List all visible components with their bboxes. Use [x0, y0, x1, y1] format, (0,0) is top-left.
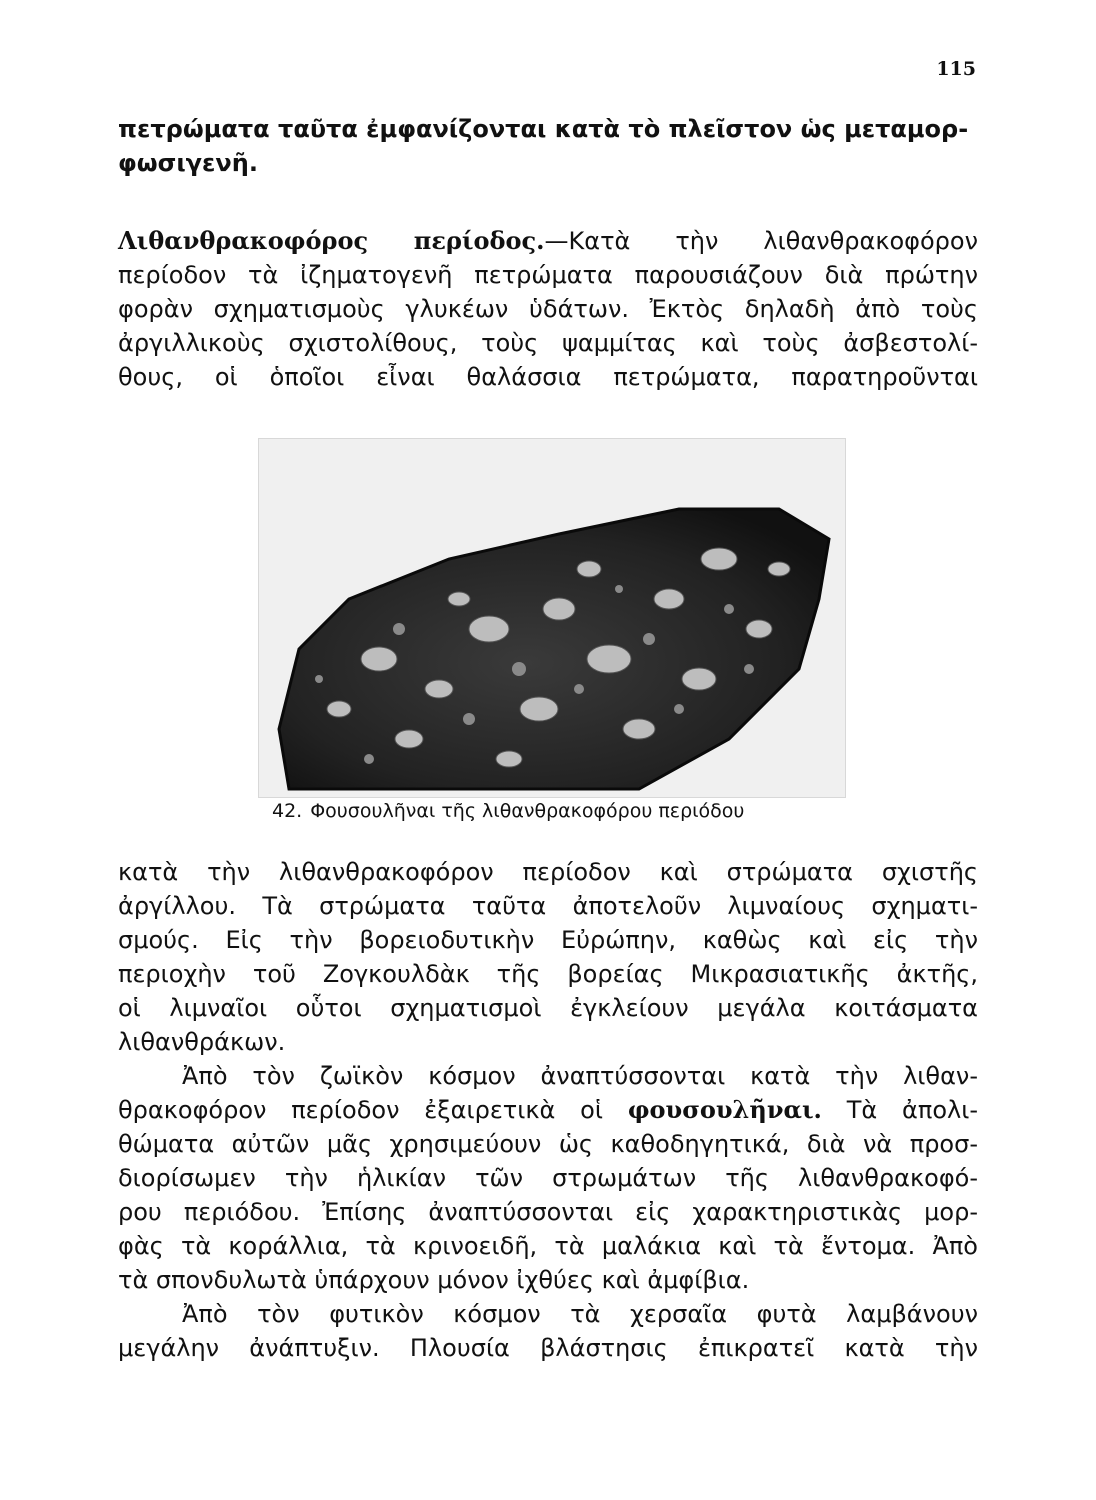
section-first-line-text: —Κατὰ τὴν λιθανθρακοφόρον: [544, 227, 979, 255]
animal-para-line: φὰς τὰ κοράλλια, τὰ κρινοειδῆ, τὰ μαλάκια καὶ τὰ ἔντομα. Ἀπὸ: [118, 1232, 978, 1260]
intro-line: φωσιγενῆ.: [118, 149, 258, 177]
continuation-line: ἀργίλλου. Τὰ στρώματα ταῦτα ἀποτελοῦν λιμναίους σχηματι-: [118, 892, 978, 920]
intro-paragraph: [118, 112, 978, 180]
section-line: περίοδον τὰ ἰζηματογενῆ πετρώματα παρουσιάζουν διὰ πρώτην: [118, 261, 978, 289]
page-number: 115: [936, 58, 976, 80]
continuation-line: σμούς. Εἰς τὴν βορειοδυτικὴν Εὐρώπην, καθὼς καὶ εἰς τὴν: [118, 926, 978, 954]
continuation-line: λιθανθράκων.: [118, 1028, 286, 1056]
animal-para-line: διορίσωμεν τὴν ἡλικίαν τῶν στρωμάτων τῆς λιθανθρακοφό-: [118, 1164, 978, 1192]
figure-number: 42.: [272, 800, 303, 822]
section-line: φορὰν σχηματισμοὺς γλυκέων ὑδάτων. Ἐκτὸς δηλαδὴ ἀπὸ τοὺς: [118, 295, 978, 323]
animal-para-line: [118, 1093, 978, 1127]
section-line: θους, οἱ ὁποῖοι εἶναι θαλάσσια πετρώματα, παρατηροῦνται: [118, 363, 978, 391]
animal-para-line: ρου περιόδου. Ἐπίσης ἀναπτύσσονται εἰς χαρακτηριστικὰς μορ-: [118, 1198, 978, 1226]
animal-para-line: θώματα αὐτῶν μᾶς χρησιμεύουν ὡς καθοδηγητικά, διὰ νὰ προσ-: [118, 1130, 978, 1158]
figure-caption-text: Φουσουλῆναι τῆς λιθανθρακοφόρου περιόδου: [310, 800, 745, 822]
animal-para-line: Ἀπὸ τὸν ζωϊκὸν κόσμον ἀναπτύσσονται κατὰ τὴν λιθαν-: [182, 1062, 978, 1090]
plant-para-line: Ἀπὸ τὸν φυτικὸν κόσμον τὰ χερσαῖα φυτὰ λαμβάνουν: [182, 1300, 978, 1328]
section-line: ἀργιλλικοὺς σχιστολίθους, τοὺς ψαμμίτας καὶ τοὺς ἀσβεστολί-: [118, 329, 978, 357]
section-first-line: [118, 224, 978, 258]
figure-photo: [258, 438, 846, 798]
continuation-line: οἱ λιμναῖοι οὗτοι σχηματισμοὶ ἐγκλείουν μεγάλα κοιτάσματα: [118, 994, 978, 1022]
body-text: [118, 855, 978, 1365]
figure-caption: [272, 800, 744, 822]
animal-line2-before: θρακοφόρον περίοδον ἐξαιρετικὰ οἱ: [118, 1096, 628, 1124]
plant-para-line: μεγάλην ἀνάπτυξιν. Πλουσία βλάστησις ἐπικρατεῖ κατὰ τὴν: [118, 1334, 978, 1362]
conglomerate-rock-image: [259, 439, 845, 797]
animal-para-line: τὰ σπονδυλωτὰ ὑπάρχουν μόνον ἰχθύες καὶ ἀμφίβια.: [118, 1266, 750, 1294]
intro-line: πετρώματα ταῦτα ἐμφανίζονται κατὰ τὸ πλεῖστον ὡς μεταμορ-: [118, 115, 969, 143]
fusulinids-term: φουσουλῆναι.: [627, 1095, 822, 1124]
section-paragraph: [118, 224, 978, 394]
continuation-line: κατὰ τὴν λιθανθρακοφόρον περίοδον καὶ στρώματα σχιστῆς: [118, 858, 978, 886]
animal-line2-after: Τὰ ἀπολι-: [821, 1096, 978, 1124]
section-heading: Λιθανθρακοφόρος περίοδος.: [118, 226, 545, 255]
continuation-line: περιοχὴν τοῦ Ζογκουλδὰκ τῆς βορείας Μικρασιατικῆς ἀκτῆς,: [118, 960, 978, 988]
